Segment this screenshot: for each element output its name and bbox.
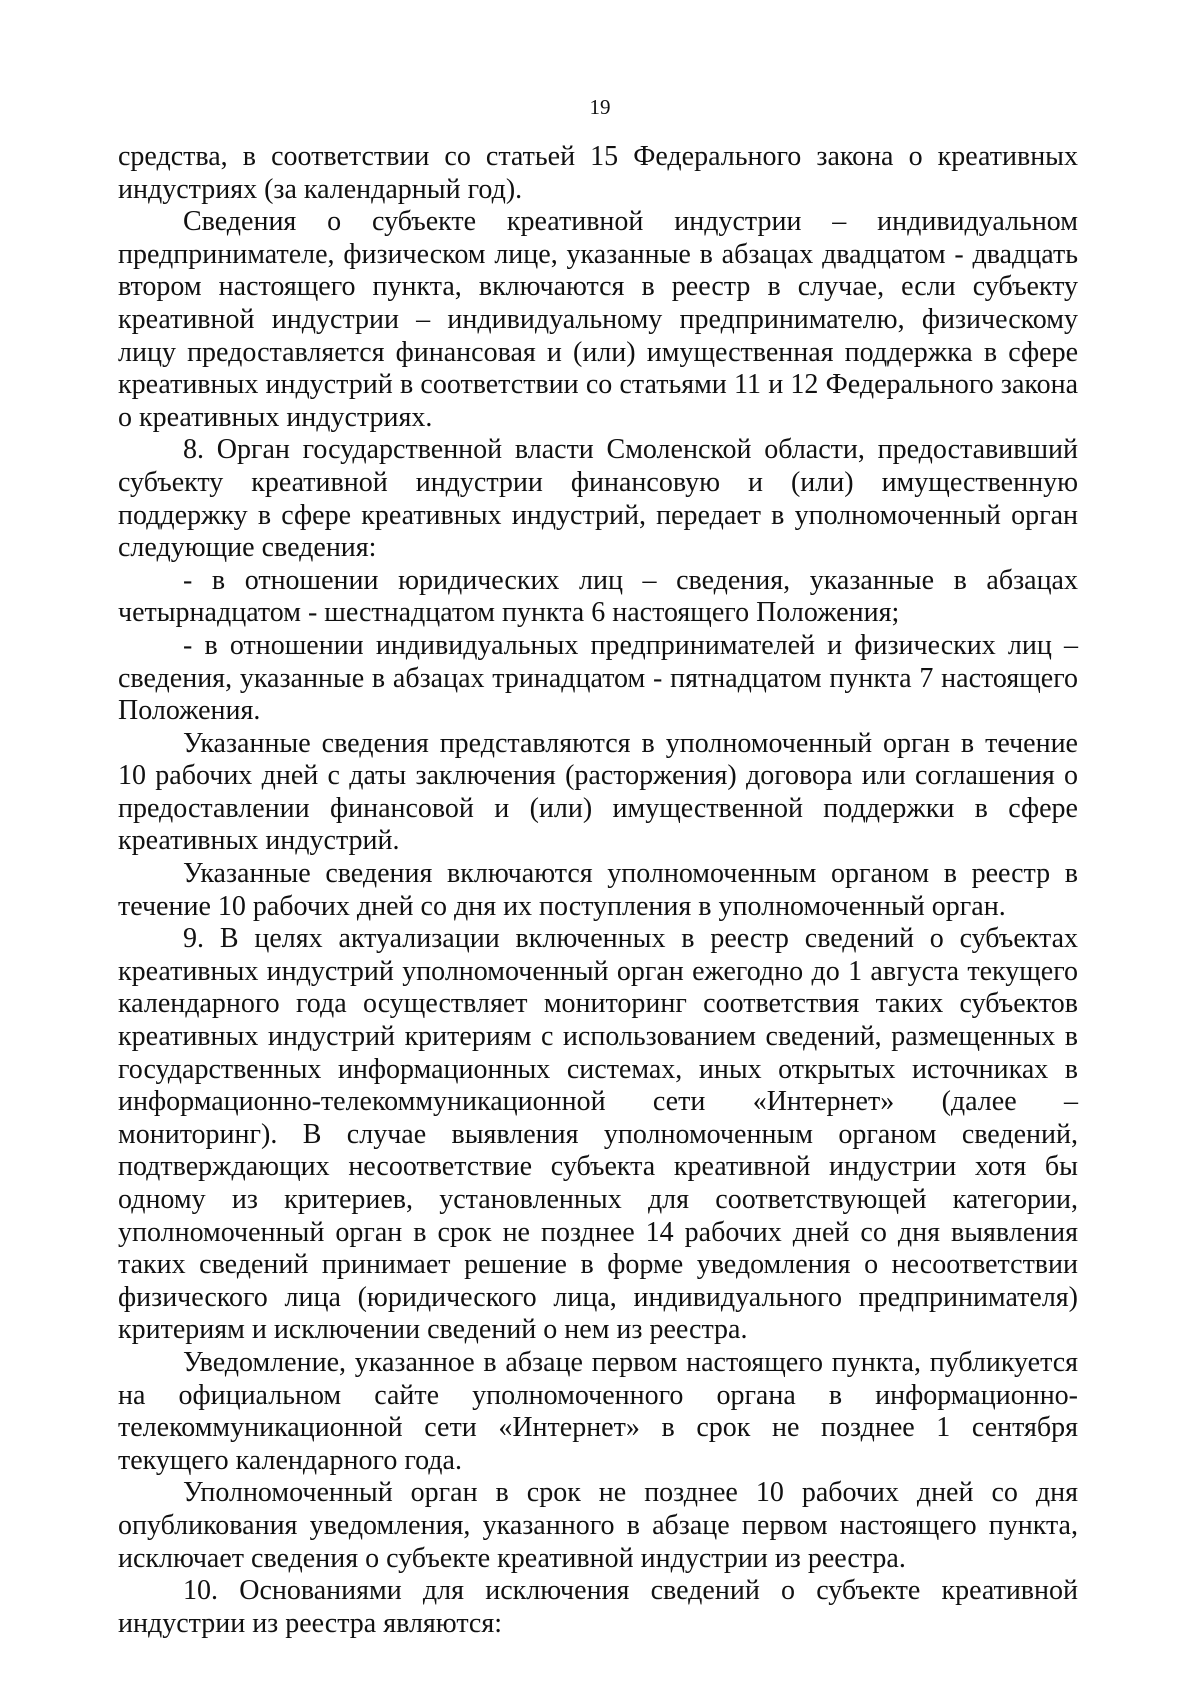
paragraph-continuation: средства, в соответствии со статьей 15 Федерального закона о креативных индустриях (за календарный год). — [118, 141, 1078, 205]
paragraph-inclusion-deadline: Указанные сведения включаются уполномоченным органом в реестр в течение 10 рабочих дней со дня их поступления в уполномоченный орган. — [118, 858, 1078, 922]
paragraph-exclusion: Уполномоченный орган в срок не позднее 10 рабочих дней со дня опубликования уведомления, указанного в абзаце первом настоящего пункта, исключает сведения о субъекте креативной индустрии из реестра. — [118, 1477, 1078, 1574]
paragraph-individuals: - в отношении индивидуальных предпринимателей и физических лиц – сведения, указанные в абзацах тринадцатом - пятнадцатом пункта 7 настоящего Положения. — [118, 629, 1078, 727]
document-body — [118, 141, 1078, 1640]
paragraph-item-9: 9. В целях актуализации включенных в реестр сведений о субъектах креативных индустрий уполномоченный орган ежегодно до 1 августа текущего календарного года осуществляет мониторинг соответствия таких субъектов креативных индустрий критериям с использованием сведений, размещенных в государственных информационных системах, иных открытых источниках в информационно-телекоммуникационной сети «Интернет» (далее – мониторинг). В случае выявления уполномоченным органом сведений, подтверждающих несоответствие субъекта креативной индустрии хотя бы одному из критериев, установленных для соответствующей категории, уполномоченный орган в срок не позднее 14 рабочих дней со дня выявления таких сведений принимает решение в форме уведомления о несоответствии физического лица (юридического лица, индивидуального предпринимателя) критериям и исключении сведений о нем из реестра. — [118, 923, 1078, 1346]
page-number: 19 — [589, 95, 611, 119]
paragraph-item-10: 10. Основаниями для исключения сведений о субъекте креативной индустрии из реестра являются: — [118, 1575, 1078, 1639]
paragraph-legal-entities: - в отношении юридических лиц – сведения, указанные в абзацах четырнадцатом - шестнадцатом пункта 6 настоящего Положения; — [118, 564, 1078, 629]
paragraph-item-8: 8. Орган государственной власти Смоленской области, предоставивший субъекту креативной индустрии финансовую и (или) имущественную поддержку в сфере креативных индустрий, передает в уполномоченный орган следующие сведения: — [118, 434, 1078, 564]
paragraph-individual-entrepreneur-info: Сведения о субъекте креативной индустрии – индивидуальном предпринимателе, физическом лице, указанные в абзацах двадцатом - двадцать втором настоящего пункта, включаются в реестр в случае, если субъекту креативной индустрии – индивидуальному предпринимателю, физическому лицу предоставляется финансовая и (или) имущественная поддержка в сфере креативных индустрий в соответствии со статьями 11 и 12 Федерального закона о креативных индустриях. — [118, 206, 1078, 433]
paragraph-submission-deadline: Указанные сведения представляются в уполномоченный орган в течение 10 рабочих дней с даты заключения (расторжения) договора или соглашения о предоставлении финансовой и (или) имущественной поддержки в сфере креативных индустрий. — [118, 727, 1078, 857]
paragraph-notification-publication: Уведомление, указанное в абзаце первом настоящего пункта, публикуется на официальном сайте уполномоченного органа в информационно-телекоммуникационной сети «Интернет» в срок не позднее 1 сентября текущего календарного года. — [118, 1346, 1078, 1476]
